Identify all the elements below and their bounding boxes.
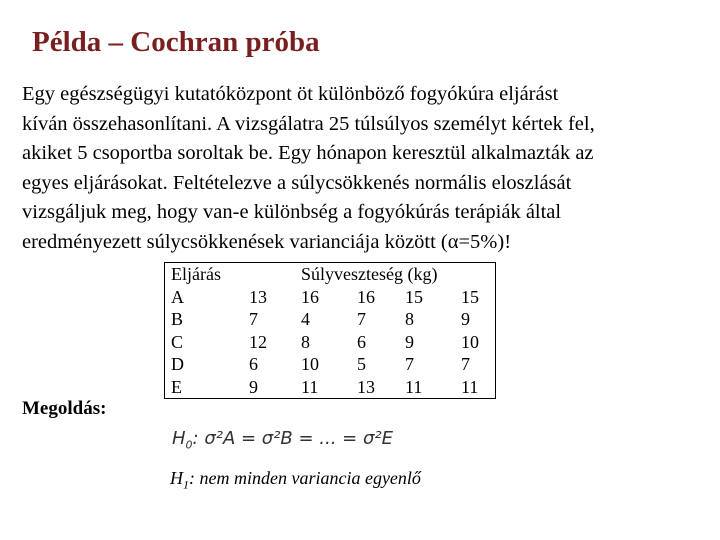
- value-cell: 16: [357, 286, 375, 307]
- value-cell: 7: [357, 309, 366, 329]
- intro-line: kíván összehasonlítani. A vizsgálatra 25 túlsúlyos személyt kértek fel,: [22, 112, 595, 135]
- value-cell: 12: [249, 331, 267, 352]
- method-cell: C: [171, 331, 184, 352]
- value-cell: 10: [461, 331, 479, 352]
- table-row: [165, 376, 496, 399]
- h1-text: : nem minden variancia egyenlő: [189, 468, 421, 488]
- value-cell: 7: [405, 354, 414, 374]
- value-cell: 6: [249, 354, 258, 374]
- value-cell: 6: [357, 331, 366, 352]
- value-cell: 13: [357, 376, 375, 397]
- intro-line: eredményezett súlycsökkenések varianciája között (α=5%)!: [22, 230, 512, 253]
- value-cell: 15: [461, 286, 479, 307]
- solution-label: Megoldás:: [22, 398, 107, 419]
- table-header-row: [165, 263, 496, 286]
- intro-line: Egy egészségügyi kutatóközpont öt különböző fogyókúra eljárást: [22, 83, 559, 105]
- value-cell: 5: [357, 354, 366, 374]
- value-cell: 9: [461, 309, 470, 329]
- value-cell: 11: [301, 376, 319, 397]
- h1-symbol: H: [170, 468, 183, 488]
- value-cell: 15: [405, 286, 423, 307]
- page-title: Példa – Cochran próba: [32, 26, 320, 58]
- value-cell: 9: [405, 331, 414, 352]
- alternative-hypothesis: [170, 468, 421, 493]
- null-hypothesis: [172, 428, 393, 452]
- h0-symbol: H: [172, 428, 186, 449]
- value-cell: 8: [405, 309, 414, 329]
- value-cell: 7: [249, 309, 258, 329]
- value-cell: 11: [405, 376, 423, 397]
- value-cell: 10: [301, 354, 319, 374]
- table-row: [165, 308, 496, 331]
- value-cell: 9: [249, 376, 258, 397]
- h1-subscript: 1: [183, 477, 189, 492]
- header-method: Eljárás: [171, 264, 221, 284]
- intro-line: akiket 5 csoportba soroltak be. Egy hónapon keresztül alkalmazták az: [22, 142, 594, 164]
- method-cell: E: [171, 376, 182, 397]
- value-cell: 13: [249, 286, 267, 307]
- method-cell: A: [171, 286, 184, 307]
- table-row: [165, 286, 496, 309]
- h0-formula: : σ²A = σ²B = ... = σ²E: [192, 428, 393, 449]
- value-cell: 7: [461, 354, 470, 374]
- weight-loss-table: [164, 262, 496, 399]
- intro-line: egyes eljárásokat. Feltételezve a súlycsökkenés normális eloszlását: [22, 171, 572, 194]
- intro-line: vizsgáljuk meg, hogy van-e különbség a fogyókúrás terápiák által: [22, 201, 562, 223]
- value-cell: 4: [301, 309, 310, 329]
- problem-statement: [22, 80, 712, 257]
- table-row: [165, 331, 496, 354]
- method-cell: B: [171, 309, 184, 329]
- table-row: [165, 353, 496, 376]
- value-cell: 11: [461, 376, 479, 397]
- value-cell: 8: [301, 331, 310, 352]
- h0-subscript: 0: [185, 438, 193, 452]
- header-values: Súlyveszteség (kg): [301, 264, 438, 284]
- method-cell: D: [171, 354, 184, 374]
- value-cell: 16: [301, 286, 319, 307]
